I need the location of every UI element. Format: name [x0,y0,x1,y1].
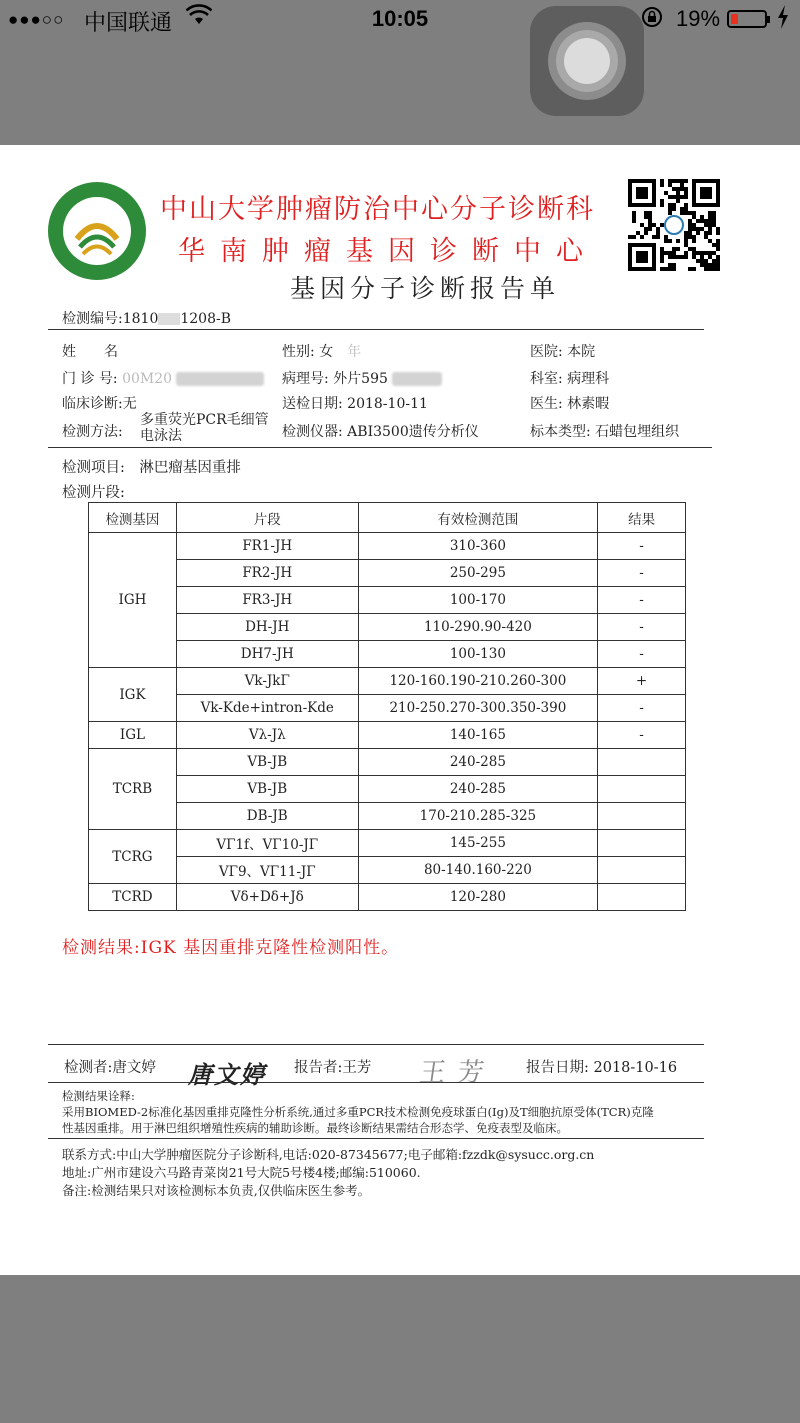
range-cell: 170-210.285-325 [358,803,598,830]
divider [48,1138,704,1139]
range-cell: 100-130 [358,641,598,668]
charging-icon [776,4,790,36]
result-cell: - [598,533,686,560]
range-cell: 100-170 [358,587,598,614]
range-cell: 210-250.270-300.350-390 [358,695,598,722]
result-cell [598,884,686,911]
range-cell: 110-290.90-420 [358,614,598,641]
header-range: 有效检测范围 [358,503,598,533]
method-label: 检测方法: [62,424,123,440]
divider [48,1082,704,1083]
status-bar [0,0,800,40]
institution-title: 中山大学肿瘤防治中心分子诊断科 [160,194,595,225]
table-row [89,722,686,749]
fragment-cell: Vk-JkΓ [176,668,358,695]
doctor-field: 医生: 林素暇 [530,396,610,412]
hospital-logo [47,181,147,281]
center-title: 华南肿瘤基因诊断中心 [178,236,598,267]
gene-cell: TCRD [89,884,177,911]
qr-code [628,179,720,271]
result-cell: - [598,722,686,749]
battery-percent: 19% [676,6,721,31]
range-cell: 120-280 [358,884,598,911]
range-cell: 250-295 [358,560,598,587]
fragment-cell: FR2-JH [176,560,358,587]
hospital-field: 医院: 本院 [530,344,596,360]
fragment-cell: VΓ9、VΓ11-JΓ [176,857,358,884]
fragment-cell: VB-JB [176,749,358,776]
contact-address: 地址:广州市建设六马路青菜岗21号大院5号楼4楼;邮编:510060. [62,1165,421,1180]
specimen-field: 标本类型: 石蜡包埋组织 [530,424,680,440]
table-row [89,587,686,614]
table-row [89,695,686,722]
result-cell: - [598,614,686,641]
battery-fill [731,14,738,24]
cell-signal-icon: ●●●○○ [8,10,65,29]
fragment-cell: VΓ1f、VΓ10-JΓ [176,830,358,857]
gene-cell: IGK [89,668,177,722]
reporter-signature: 王芳 [417,1058,498,1088]
fragment-cell: Vλ-Jλ [176,722,358,749]
contact-line-1: 联系方式:中山大学肿瘤医院分子诊断科,电话:020-87345677;电子邮箱:fzzdk@sysucc.org.cn [62,1147,595,1162]
method-value: 多重荧光PCR毛细管 电泳法 [140,412,269,444]
result-cell [598,830,686,857]
notes-line-1: 采用BIOMED-2标准化基因重排克隆性分析系统,通过多重PCR技术检测免疫球蛋白(Ig)及T细胞抗原受体(TCR)克隆 [62,1105,654,1119]
divider [48,329,704,330]
table-row [89,749,686,776]
table-row [89,884,686,911]
fragment-cell: FR3-JH [176,587,358,614]
range-cell: 240-285 [358,776,598,803]
result-cell: - [598,695,686,722]
range-cell: 80-140.160-220 [358,857,598,884]
fragment-cell: VB-JB [176,776,358,803]
tester-field: 检测者:唐文婷 [64,1060,156,1076]
table-header-row [89,503,686,533]
notes-title: 检测结果诠释: [62,1089,135,1103]
table-row [89,533,686,560]
table-row [89,614,686,641]
result-cell: - [598,641,686,668]
fragment-cell: DH-JH [176,614,358,641]
pathology-field: 病理号: 外片595 [282,368,442,388]
result-cell: - [598,560,686,587]
fragment-cell: DH7-JH [176,641,358,668]
table-row [89,560,686,587]
fragment-cell: Vk-Kde+intron-Kde [176,695,358,722]
range-cell: 140-165 [358,722,598,749]
table-row [89,668,686,695]
table-row [89,776,686,803]
outpatient-field: 门 诊 号: 00M20 [62,368,264,388]
result-cell [598,776,686,803]
report-date-field: 报告日期: 2018-10-16 [526,1060,678,1076]
contact-remark: 备注:检测结果只对该检测标本负责,仅供临床医生参考。 [62,1183,371,1198]
battery-icon [727,10,767,28]
report-document [0,145,800,1275]
diagnosis-field: 临床诊断:无 [62,396,137,412]
result-cell: - [598,587,686,614]
range-cell: 310-360 [358,533,598,560]
header-gene: 检测基因 [89,503,177,533]
header-fragment: 片段 [176,503,358,533]
gender-field: 性别: 女 年 [282,344,362,360]
gene-cell: TCRB [89,749,177,830]
table-row [89,830,686,857]
assistive-touch-button[interactable] [530,6,644,116]
table-row [89,641,686,668]
range-cell: 145-255 [358,830,598,857]
gene-cell: IGL [89,722,177,749]
range-cell: 240-285 [358,749,598,776]
fragment-cell: FR1-JH [176,533,358,560]
table-row [89,803,686,830]
dept-field: 科室: 病理科 [530,371,610,387]
header-result: 结果 [598,503,686,533]
fragment-label: 检测片段: [62,485,125,501]
clock: 10:05 [371,6,429,31]
fragment-cell: Vδ+Dδ+Jδ [176,884,358,911]
result-cell [598,857,686,884]
send-date-field: 送检日期: 2018-10-11 [282,396,428,412]
result-cell [598,803,686,830]
table-row [89,857,686,884]
tester-signature: 唐文婷 [188,1060,266,1089]
result-cell: + [598,668,686,695]
divider [48,447,712,448]
gene-cell: TCRG [89,830,177,884]
results-table [88,502,686,911]
test-item: 检测项目: 淋巴瘤基因重排 [62,460,241,476]
fragment-cell: DB-JB [176,803,358,830]
result-cell [598,749,686,776]
name-label: 姓 名 [62,344,118,360]
test-number: 检测编号:1810 1208-B [62,311,232,327]
instrument-field: 检测仪器: ABI3500遗传分析仪 [282,424,479,440]
report-title: 基因分子诊断报告单 [289,274,560,303]
reporter-field: 报告者:王芳 [294,1060,372,1076]
range-cell: 120-160.190-210.260-300 [358,668,598,695]
carrier-name: 中国联通 [84,11,173,36]
gene-cell: IGH [89,533,177,668]
notes-line-2: 性基因重排。用于淋巴组织增殖性疾病的辅助诊断。最终诊断结果需结合形态学、免疫表型及临床。 [62,1121,568,1135]
result-conclusion: 检测结果:IGK 基因重排克隆性检测阳性。 [62,938,400,958]
divider [48,1044,704,1045]
